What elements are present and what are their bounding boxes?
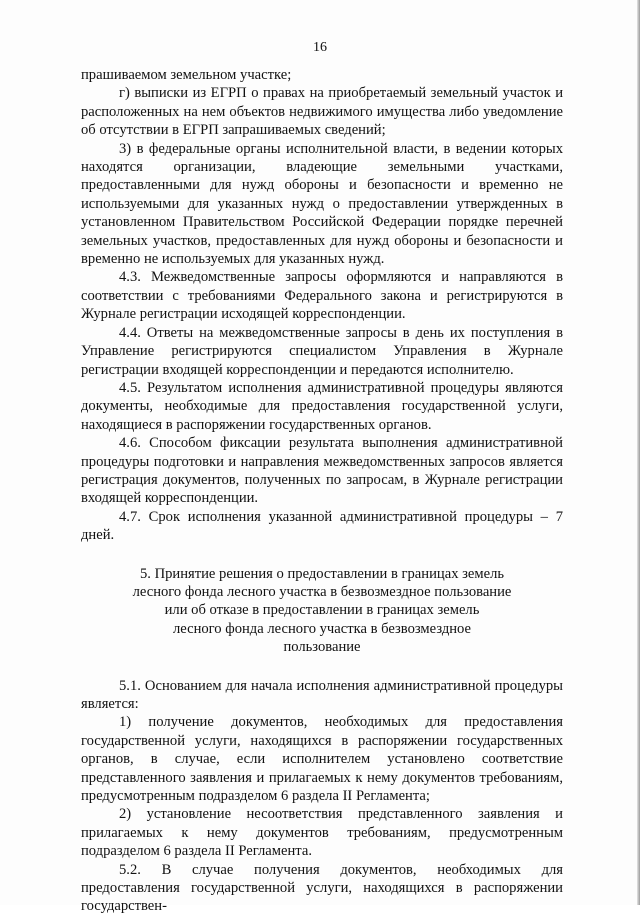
paragraph-p-5-1: 5.1. Основанием для начала исполнения административной процедуры является:	[81, 677, 563, 712]
paragraph-p-4-4: 4.4. Ответы на межведомственные запросы в день их поступления в Управление регистрируются специалистом Управления в Журнале регистрации входящей корреспонденции и передаются исполнителю.	[81, 324, 563, 378]
paragraph-p-5-1-1: 1) получение документов, необходимых для предоставления государственной услуги, находящихся в распоряжении государственных органов, в случае, если исполнителем установлено соответствие представленного заявления и прилагаемых к нему документов требованиям, предусмотренным подразделом 6 раздела II Регламента;	[81, 714, 563, 805]
section-heading	[81, 565, 563, 657]
paragraph-p-cont: прашиваемом земельном участке;	[81, 67, 292, 83]
section-heading-line: лесного фонда лесного участка в безвозмездное	[172, 620, 472, 637]
paragraph-p-4-6: 4.6. Способом фиксации результата выполнения административной процедуры подготовки и направления межведомственных запросов является регистрация документов, полученных по запросам, в Журнале регистрации входящей корреспонденции.	[81, 435, 563, 507]
paragraph-p-3: 3) в федеральные органы исполнительной власти, в ведении которых находятся организации, владеющие земельными участками, предоставленными для нужд обороны и безопасности и временно не используемыми для указанных нужд о предоставлении утвержденных в установленном Правительством Российской Федерации порядке перечней земельных участков, предоставленных для нужд обороны и безопасности и временно не используемых для указанных нужд.	[81, 140, 563, 268]
section-heading-line: пользование	[283, 639, 361, 656]
paragraphs-before-heading	[81, 66, 563, 545]
paragraph-p-5-2: 5.2. В случае получения документов, необходимых для предоставления государственной услуги, находящихся в распоряжении государствен-	[81, 861, 563, 915]
section-heading-line: 5. Принятие решения о предоставлении в границах земель	[139, 565, 505, 582]
section-heading-line: или об отказе в предоставлении в границах земель	[164, 602, 480, 619]
section-heading-line: лесного фонда лесного участка в безвозмездное пользование	[132, 583, 512, 600]
paragraph-p-4-3: 4.3. Межведомственные запросы оформляются и направляются в соответствии с требованиями Федерального закона и регистрируются в Журнале регистрации исходящей корреспонденции.	[81, 269, 563, 323]
page-number: 16	[313, 40, 327, 55]
paragraphs-after-heading	[81, 677, 563, 916]
paragraph-p-4-7: 4.7. Срок исполнения указанной административной процедуры – 7 дней.	[81, 508, 563, 544]
paragraph-p-g: г) выписки из ЕГРП о правах на приобретаемый земельный участок и расположенных на нем объектов недвижимого имущества либо уведомление об отсутствии в ЕГРП запрашиваемых сведений;	[81, 85, 563, 139]
paragraph-p-4-5: 4.5. Результатом исполнения административной процедуры являются документы, необходимые для предоставления государственной услуги, находящиеся в распоряжении государственных органов.	[81, 379, 563, 433]
document-body	[81, 66, 563, 916]
paragraph-p-5-1-2: 2) установление несоответствия представленного заявления и прилагаемых к нему документов требованиям, предусмотренным подразделом 6 раздела II Регламента.	[81, 806, 563, 860]
